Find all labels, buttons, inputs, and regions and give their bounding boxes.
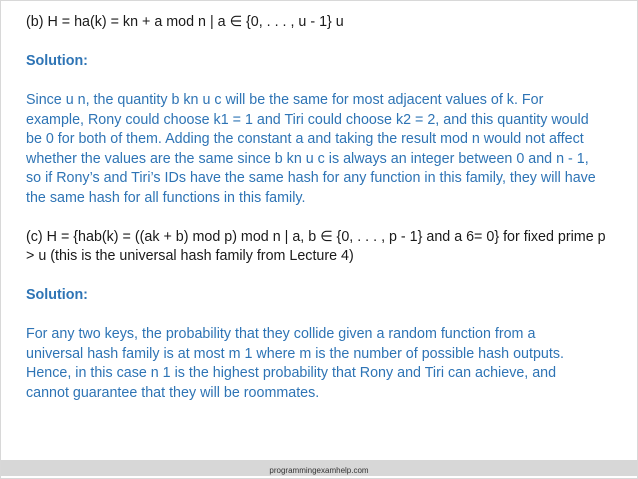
part-b-solution-label: Solution:	[26, 53, 88, 69]
spacer	[26, 72, 626, 92]
part-c-solution-line-2: universal hash family is at most m 1 where m is the number of possible hash outputs.	[26, 345, 564, 362]
footer-bar	[1, 460, 637, 476]
part-b-solution-line-4: whether the values are the same since b kn u c is always an integer between 0 and n - 1,	[26, 150, 589, 167]
part-b-heading: (b) H = ha(k) = kn + a mod n | a ∈ {0, . . . , u - 1} u	[26, 14, 344, 30]
part-c-heading-line-1: (c) H = {hab(k) = ((ak + b) mod p) mod n | a, b ∈ {0, . . . , p - 1} and a 6= 0} for fixed prime p	[26, 228, 606, 245]
spacer	[26, 267, 626, 287]
spacer	[26, 33, 626, 53]
part-c-solution-label: Solution:	[26, 287, 88, 303]
slide-content	[26, 13, 626, 403]
part-b-solution-line-3: be 0 for both of them. Adding the constant a and taking the result mod n would not affect	[26, 131, 584, 147]
spacer	[26, 306, 626, 326]
part-b-solution-line-1: Since u n, the quantity b kn u c will be the same for most adjacent values of k. For	[26, 92, 544, 108]
part-b-solution-line-2: example, Rony could choose k1 = 1 and Tiri could choose k2 = 2, and this quantity would	[26, 111, 589, 128]
part-c-solution-line-1: For any two keys, the probability that they collide given a random function from a	[26, 326, 536, 342]
part-c-heading-line-2: > u (this is the universal hash family from Lecture 4)	[26, 248, 354, 264]
footer-text: programmingexamhelp.com	[269, 466, 369, 475]
part-b-solution-line-6: the same hash for all functions in this family.	[26, 189, 306, 206]
spacer	[26, 208, 626, 228]
part-b-solution-line-5: so if Rony’s and Tiri’s IDs have the same hash for any function in this family, they will have	[26, 170, 596, 186]
part-c-solution-line-4: cannot guarantee that they will be roommates.	[26, 384, 320, 401]
part-c-solution-line-3: Hence, in this case n 1 is the highest probability that Rony and Tiri can achieve, and	[26, 365, 557, 381]
